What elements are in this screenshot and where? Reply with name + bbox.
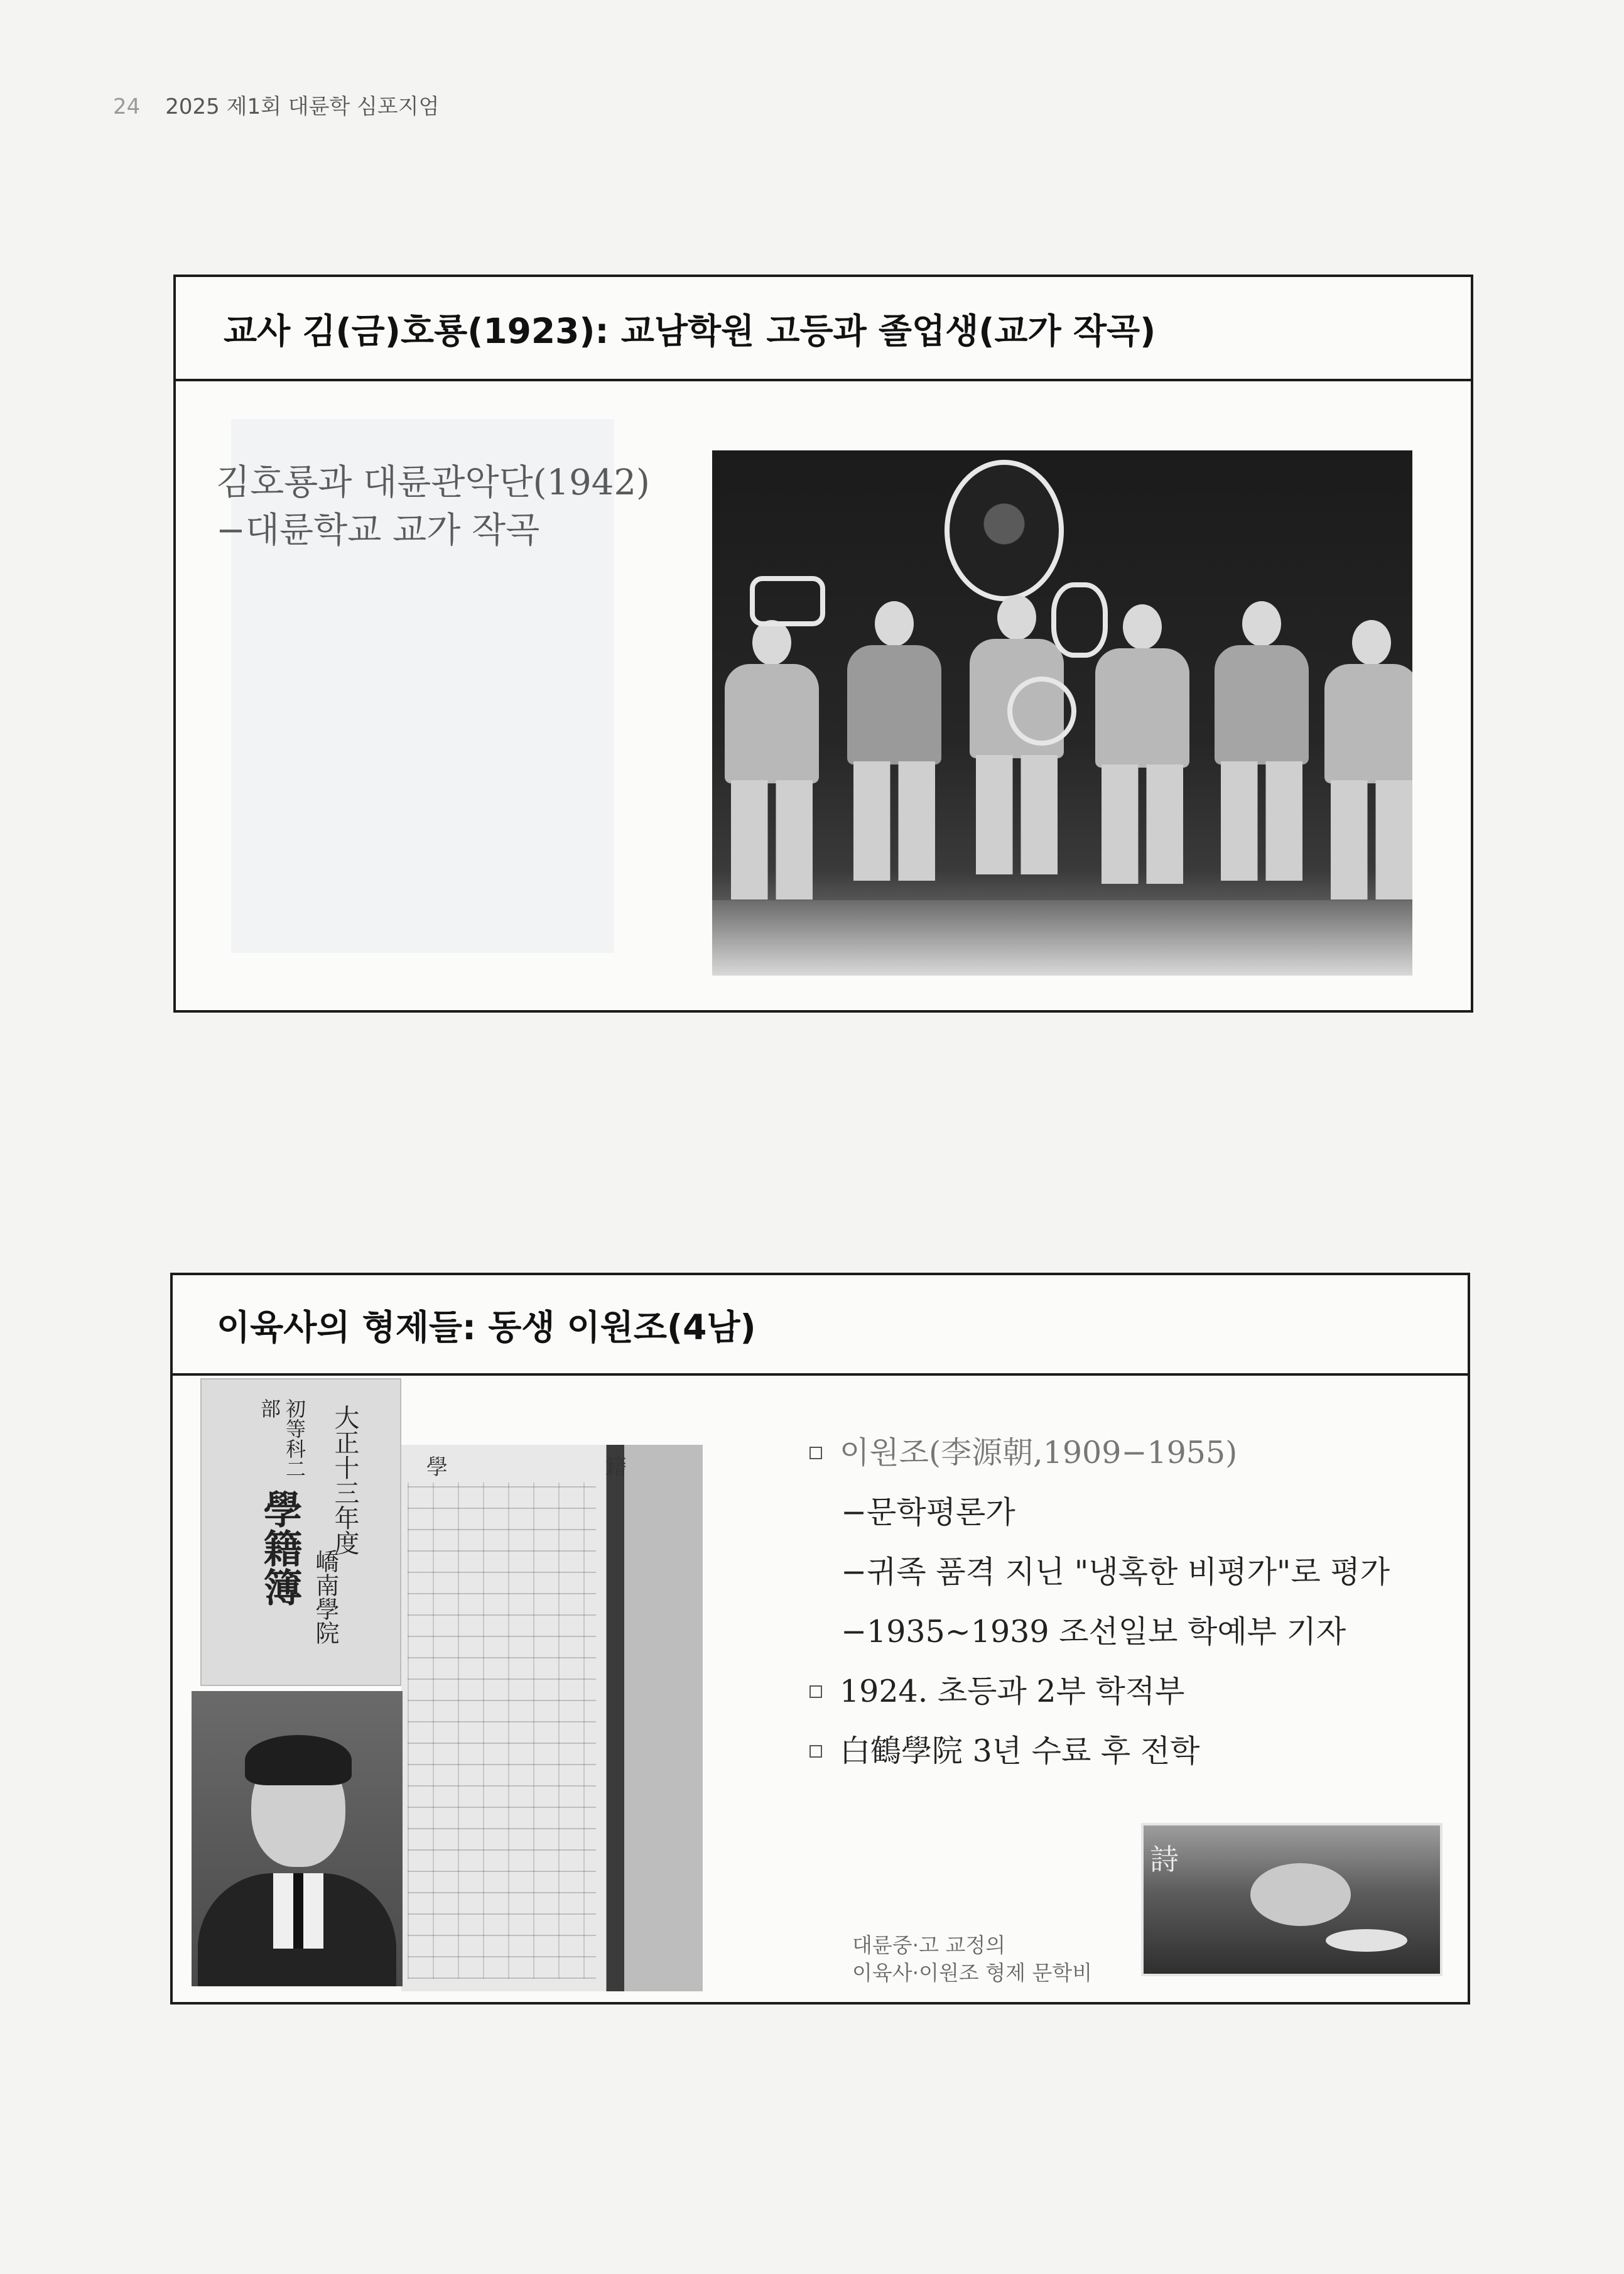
publication-title: 2025 제1회 대륜학 심포지엄 — [165, 94, 440, 119]
monument-inscription: 詩 — [1150, 1842, 1179, 1876]
caption-line-1: 김호룡과 대륜관악단(1942) — [216, 462, 650, 503]
square-bullet-icon — [809, 1745, 822, 1758]
lee-wonjo-portrait — [192, 1691, 403, 1986]
monument-caption-line-2: 이육사·이원조 형제 문학비 — [852, 1961, 1093, 1985]
sub-item: −귀족 품격 지닌 "냉혹한 비평가"로 평가 — [841, 1554, 1390, 1590]
caption-line-2: −대륜학교 교가 작곡 — [216, 510, 540, 551]
photo-floor — [712, 900, 1412, 976]
bullet-item: 白鶴學院 3년 수료 후 전학 — [807, 1721, 1390, 1781]
cover-year: 大正十三年度 — [330, 1405, 359, 1555]
literary-monument-photo — [1141, 1823, 1443, 1976]
page-number: 24 — [113, 94, 141, 119]
monument-caption — [852, 1932, 1092, 1987]
page-header — [113, 89, 439, 120]
cover-course: 初等科二部 — [257, 1398, 306, 1479]
bullet-item: 이원조(李源朝,1909−1955) — [807, 1423, 1390, 1482]
french-horn — [1007, 677, 1076, 746]
ledger-heading: 學 籍 — [426, 1455, 702, 1480]
square-bullet-icon — [809, 1685, 822, 1698]
square-bullet-icon — [809, 1447, 822, 1459]
student-register-pages — [401, 1445, 703, 1991]
cover-title: 學籍簿 — [257, 1489, 303, 1606]
slide-lee-wonjo — [170, 1273, 1470, 2005]
monument-caption-line-1: 대륜중·고 교정의 — [852, 1933, 1006, 1957]
slide-title: 교사 김(금)호룡(1923): 교남학원 고등과 졸업생(교가 작곡) — [176, 277, 1471, 381]
slide-title: 이육사의 형제들: 동생 이원조(4남) — [173, 1275, 1468, 1376]
framed-portrait — [945, 460, 1064, 601]
sub-item: −문학평론가 — [841, 1494, 1015, 1530]
tuba — [1051, 582, 1108, 658]
ledger-grid — [408, 1482, 596, 1979]
bullet-item: 1924. 초등과 2부 학적부 — [807, 1662, 1390, 1721]
cover-school: 嶠南學院 — [311, 1549, 339, 1645]
trombone — [750, 576, 825, 626]
bullet-list — [807, 1423, 1390, 1781]
photo-caption — [216, 459, 650, 555]
sub-item: −1935~1939 조선일보 학예부 기자 — [841, 1614, 1346, 1650]
brass-band-photo — [712, 450, 1412, 976]
slide-kim-horyong — [173, 275, 1473, 1013]
student-register-cover — [200, 1378, 401, 1686]
